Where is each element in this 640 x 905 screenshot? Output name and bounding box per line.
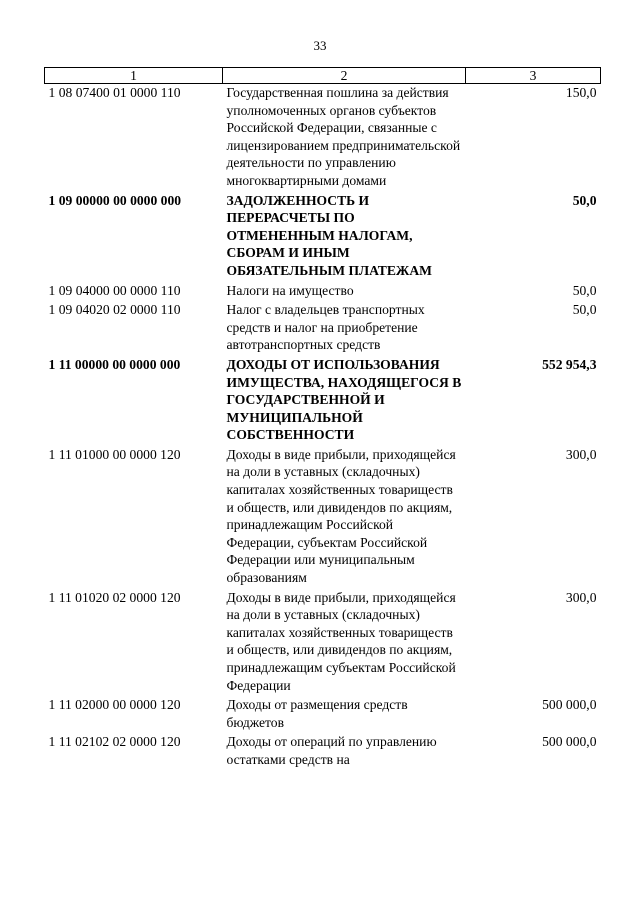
- table-row: [45, 589, 601, 697]
- name-cell: Доходы в виде прибыли, приходящейся на доли в уставных (складочных) капиталах хозяйственных товариществ и обществ, или дивидендов по акциям, принадлежащим Российской Федерации, субъектам Российской Федерации или муниципальным образованиям: [226, 446, 456, 586]
- amount-cell: 50,0: [572, 192, 597, 208]
- name-cell: Налоги на имущество: [226, 282, 354, 298]
- name-cell: Налог с владельцев транспортных средств и налог на приобретение автотранспортных средств: [226, 302, 425, 353]
- code-cell: 1 09 04020 02 0000 110: [48, 302, 181, 318]
- header-col-3: 3: [466, 68, 601, 84]
- amount-cell: 552 954,3: [542, 356, 597, 372]
- name-cell: Доходы от размещения средств бюджетов: [226, 697, 408, 730]
- page-number: 33: [313, 38, 327, 53]
- code-cell: 1 08 07400 01 0000 110: [48, 85, 181, 100]
- amount-cell: 150,0: [565, 85, 597, 100]
- table-row: [45, 356, 601, 446]
- header-col-1: 1: [45, 68, 223, 84]
- code-cell: 1 11 02102 02 0000 120: [48, 734, 181, 750]
- table-row: [45, 84, 601, 192]
- table-row: [45, 446, 601, 589]
- code-cell: 1 09 00000 00 0000 000: [48, 192, 182, 208]
- name-cell: Доходы от операций по управлению остатками средств на: [226, 734, 437, 767]
- table-row: [45, 696, 601, 733]
- budget-table: [44, 67, 601, 771]
- code-cell: 1 11 00000 00 0000 000: [48, 356, 181, 372]
- code-cell: 1 09 04000 00 0000 110: [48, 282, 181, 298]
- table-row: [45, 301, 601, 356]
- name-cell: Государственная пошлина за действия уполномоченных органов субъектов Российской Федерации, связанные с лицензированием предпринимательской деятельности по управлению многоквартирными домами: [226, 85, 461, 188]
- code-cell: 1 11 02000 00 0000 120: [48, 697, 181, 713]
- name-cell: Доходы в виде прибыли, приходящейся на доли в уставных (складочных) капиталах хозяйственных товариществ и обществ, или дивидендов по акциям, принадлежащим субъектам Российской Федерации: [226, 589, 456, 693]
- table-row: [45, 733, 601, 770]
- name-cell: ДОХОДЫ ОТ ИСПОЛЬЗОВАНИЯ ИМУЩЕСТВА, НАХОДЯЩЕГОСЯ В ГОСУДАРСТВЕННОЙ И МУНИЦИПАЛЬНОЙ СОБСТВЕННОСТИ: [226, 356, 462, 443]
- header-col-2: 2: [223, 68, 466, 84]
- amount-cell: 500 000,0: [542, 697, 597, 713]
- amount-cell: 300,0: [565, 446, 597, 462]
- amount-cell: 50,0: [572, 282, 597, 298]
- table-header-row: [45, 68, 601, 84]
- amount-cell: 50,0: [572, 302, 597, 318]
- amount-cell: 500 000,0: [542, 734, 597, 750]
- table-row: [45, 282, 601, 302]
- name-cell: ЗАДОЛЖЕННОСТЬ И ПЕРЕРАСЧЕТЫ ПО ОТМЕНЕННЫМ НАЛОГАМ, СБОРАМ И ИНЫМ ОБЯЗАТЕЛЬНЫМ ПЛАТЕЖАМ: [226, 192, 432, 278]
- code-cell: 1 11 01000 00 0000 120: [48, 446, 181, 462]
- table-row: [45, 192, 601, 282]
- amount-cell: 300,0: [565, 589, 597, 605]
- code-cell: 1 11 01020 02 0000 120: [48, 589, 181, 605]
